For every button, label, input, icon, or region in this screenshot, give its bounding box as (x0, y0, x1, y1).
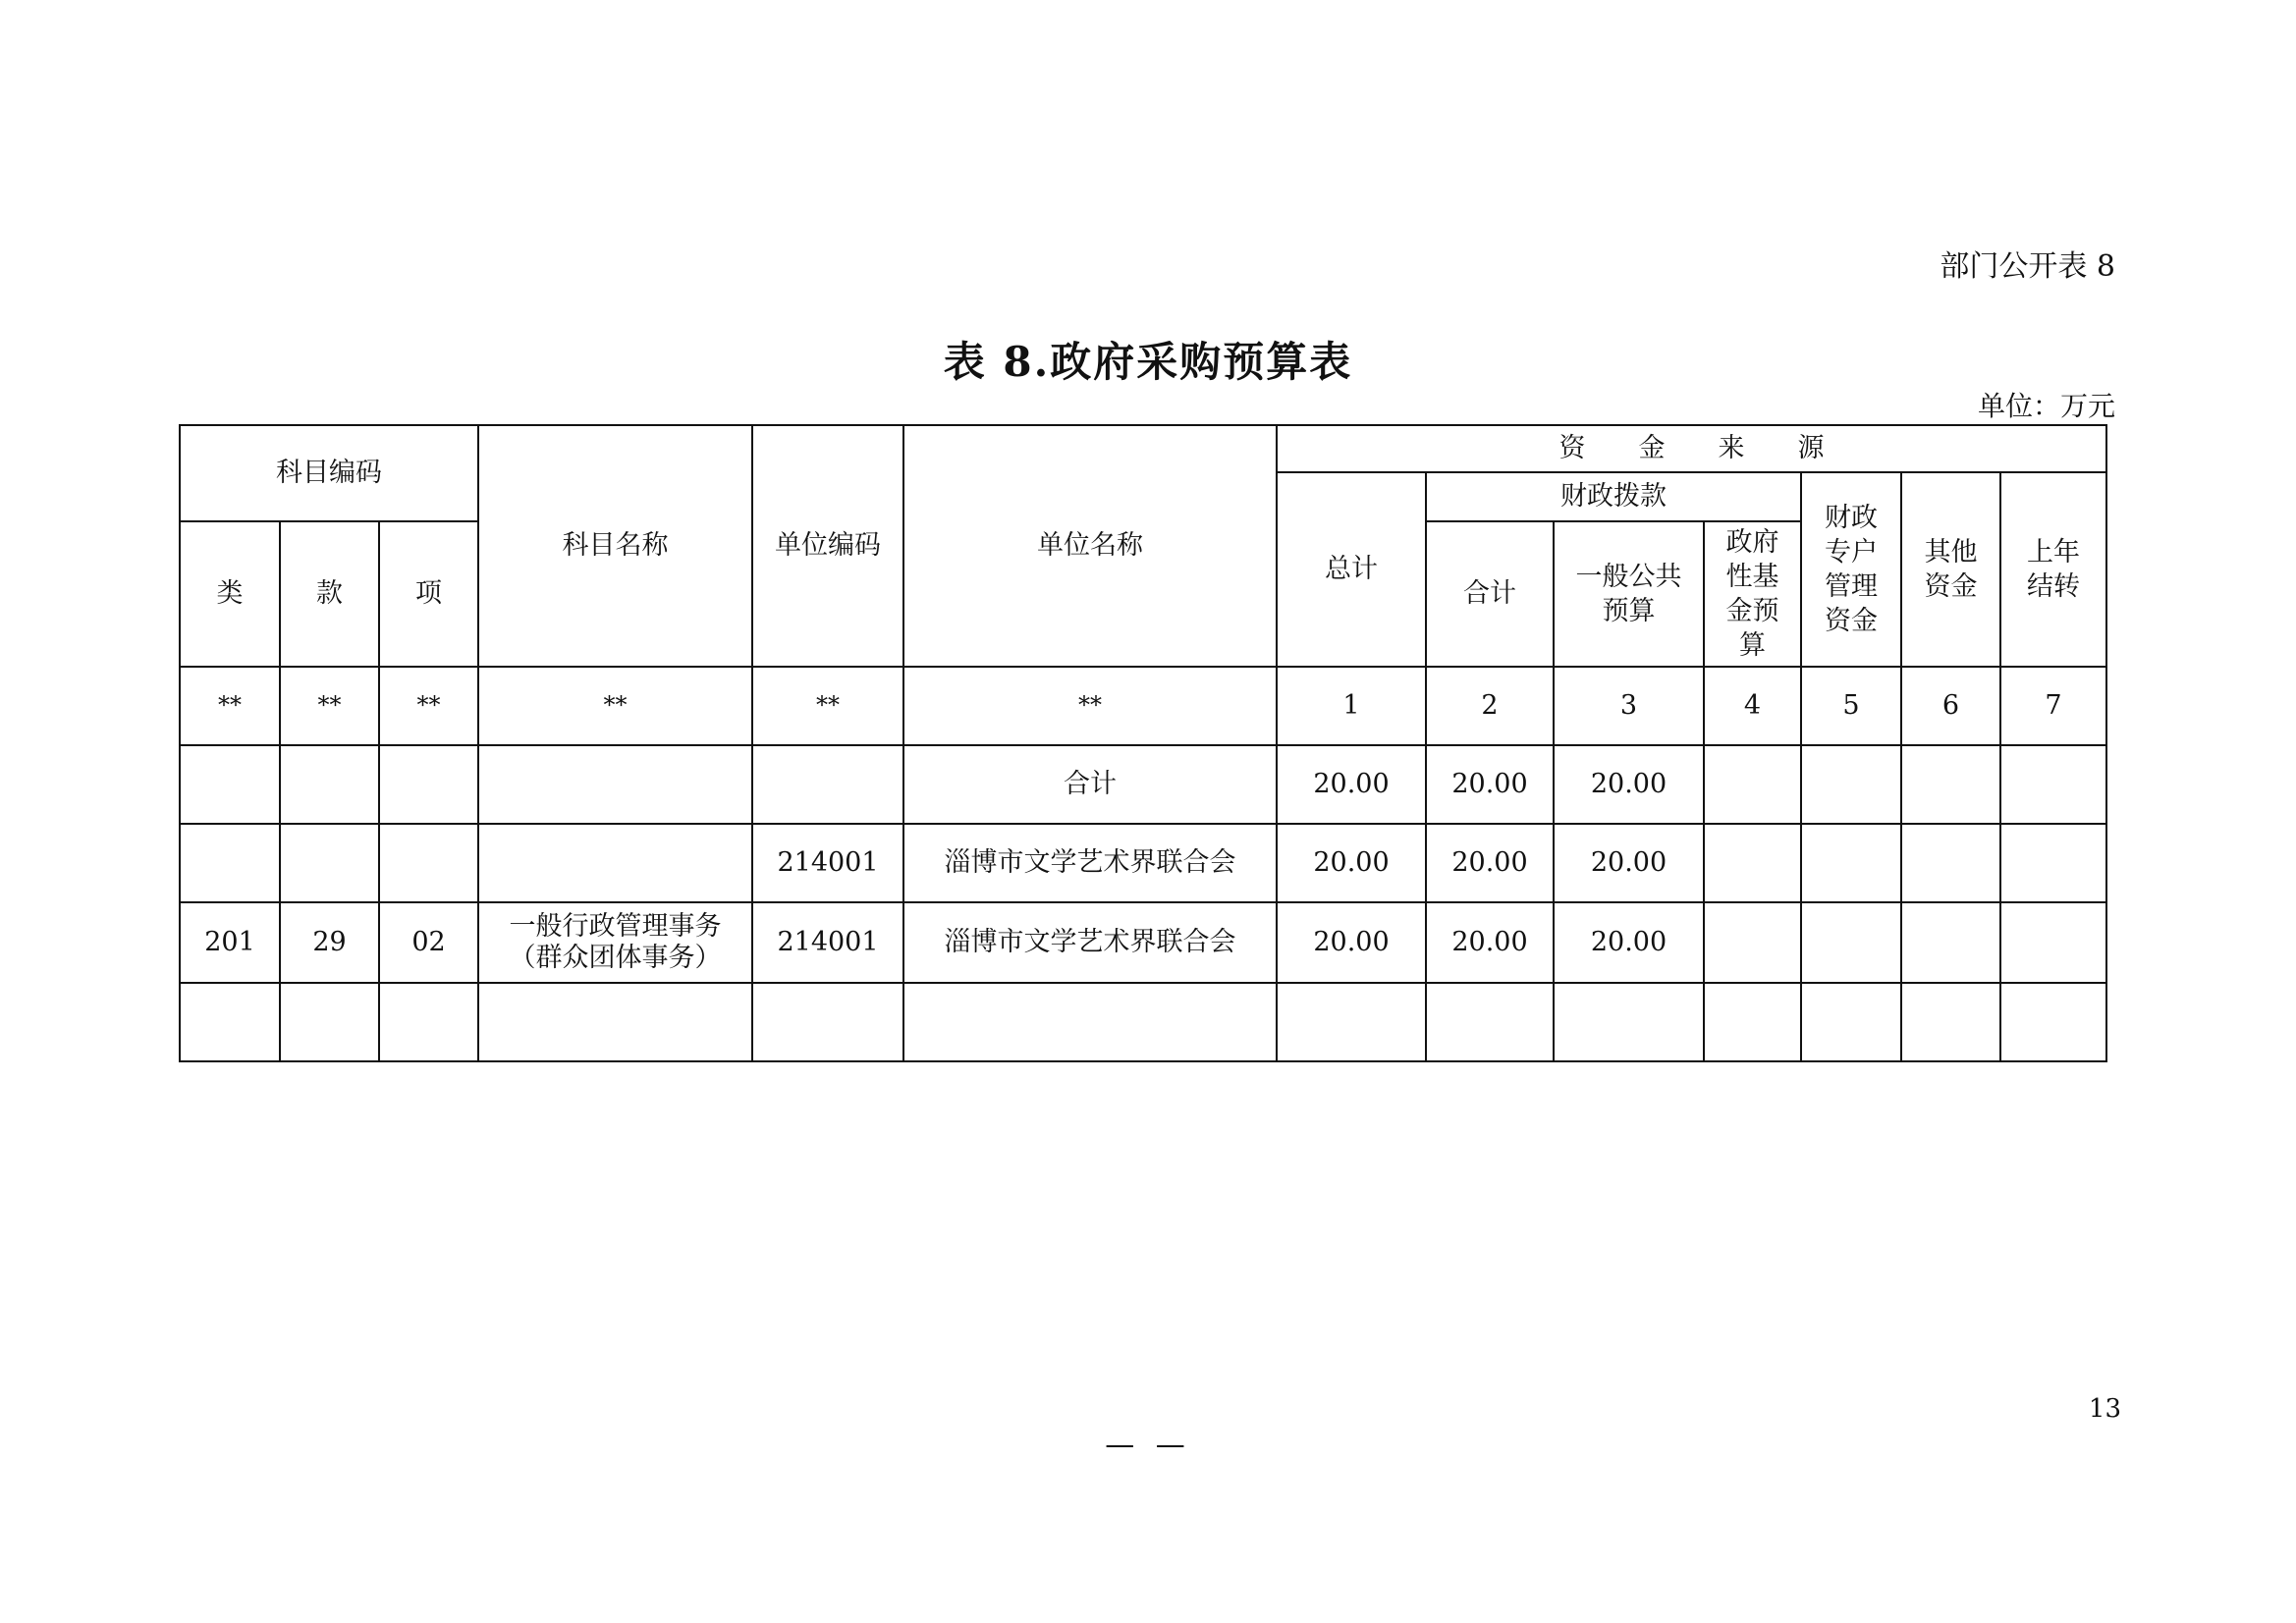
cell-xiang (379, 824, 478, 902)
cell-general-budget: 20.00 (1554, 745, 1704, 824)
header-general-budget: 一般公共 预算 (1554, 521, 1704, 667)
page-number: 13 (2088, 1394, 2121, 1424)
cell-xiang: 02 (379, 902, 478, 983)
header-xiang: 项 (379, 521, 478, 667)
header-lei: 类 (180, 521, 280, 667)
cell-carryover (2000, 824, 2106, 902)
header-gov-fund: 政府 性基 金预 算 (1704, 521, 1801, 667)
index-cell: 7 (2000, 667, 2106, 745)
index-cell: 4 (1704, 667, 1801, 745)
cell-xiang (379, 745, 478, 824)
index-cell: ** (903, 667, 1277, 745)
index-cell: 2 (1426, 667, 1554, 745)
cell-lei (180, 983, 280, 1061)
procurement-budget-table (179, 424, 2107, 1062)
cell-fiscal-sum: 20.00 (1426, 902, 1554, 983)
header-carryover: 上年 结转 (2000, 472, 2106, 667)
header-kuan: 款 (280, 521, 379, 667)
header-subject-name: 科目名称 (478, 425, 752, 667)
cell-total: 20.00 (1277, 745, 1426, 824)
cell-gov-fund (1704, 902, 1801, 983)
cell-total: 20.00 (1277, 824, 1426, 902)
cell-general-budget (1554, 983, 1704, 1061)
cell-kuan (280, 745, 379, 824)
header-unit-code: 单位编码 (752, 425, 903, 667)
cell-subject-name (478, 824, 752, 902)
cell-special-fund (1801, 983, 1901, 1061)
table-row (180, 902, 2106, 983)
form-reference: 部门公开表 8 (1940, 249, 2115, 284)
cell-unit-name: 淄博市文学艺术界联合会 (903, 902, 1277, 983)
table-row (180, 824, 2106, 902)
cell-lei (180, 745, 280, 824)
index-cell: ** (280, 667, 379, 745)
cell-fiscal-sum (1426, 983, 1554, 1061)
cell-kuan (280, 983, 379, 1061)
header-fiscal: 财政拨款 (1426, 472, 1801, 521)
cell-gov-fund (1704, 745, 1801, 824)
page-footer-dash: — — (1105, 1428, 1191, 1462)
cell-fiscal-sum: 20.00 (1426, 745, 1554, 824)
header-special-fund: 财政 专户 管理 资金 (1801, 472, 1901, 667)
cell-special-fund (1801, 902, 1901, 983)
cell-other-fund (1901, 902, 2000, 983)
cell-subject-name (478, 745, 752, 824)
cell-other-fund (1901, 824, 2000, 902)
cell-unit-name: 淄博市文学艺术界联合会 (903, 824, 1277, 902)
index-cell: ** (379, 667, 478, 745)
header-unit-name: 单位名称 (903, 425, 1277, 667)
cell-lei (180, 824, 280, 902)
cell-unit-code: 214001 (752, 824, 903, 902)
cell-general-budget: 20.00 (1554, 824, 1704, 902)
cell-general-budget: 20.00 (1554, 902, 1704, 983)
header-total: 总计 (1277, 472, 1426, 667)
index-cell: ** (180, 667, 280, 745)
index-row (180, 667, 2106, 745)
cell-unit-name: 合计 (903, 745, 1277, 824)
index-cell: ** (478, 667, 752, 745)
cell-kuan (280, 824, 379, 902)
header-fund-source: 资 金 来 源 (1277, 425, 2106, 472)
page-title: 表 8.政府采购预算表 (943, 338, 1353, 386)
cell-special-fund (1801, 745, 1901, 824)
index-cell: 3 (1554, 667, 1704, 745)
cell-unit-code: 214001 (752, 902, 903, 983)
index-cell: ** (752, 667, 903, 745)
cell-lei: 201 (180, 902, 280, 983)
cell-special-fund (1801, 824, 1901, 902)
cell-carryover (2000, 902, 2106, 983)
cell-kuan: 29 (280, 902, 379, 983)
index-cell: 6 (1901, 667, 2000, 745)
cell-total (1277, 983, 1426, 1061)
header-subject-code: 科目编码 (180, 425, 478, 521)
cell-fiscal-sum: 20.00 (1426, 824, 1554, 902)
index-cell: 1 (1277, 667, 1426, 745)
cell-other-fund (1901, 745, 2000, 824)
cell-carryover (2000, 983, 2106, 1061)
cell-other-fund (1901, 983, 2000, 1061)
unit-label: 单位：万元 (1977, 390, 2115, 422)
cell-unit-code (752, 983, 903, 1061)
cell-subject-name: 一般行政管理事务 （群众团体事务） (478, 902, 752, 983)
table-row (180, 983, 2106, 1061)
header-other-fund: 其他 资金 (1901, 472, 2000, 667)
cell-subject-name (478, 983, 752, 1061)
header-fiscal-sum: 合计 (1426, 521, 1554, 667)
cell-gov-fund (1704, 824, 1801, 902)
cell-xiang (379, 983, 478, 1061)
cell-unit-name (903, 983, 1277, 1061)
cell-gov-fund (1704, 983, 1801, 1061)
table-row (180, 745, 2106, 824)
cell-carryover (2000, 745, 2106, 824)
index-cell: 5 (1801, 667, 1901, 745)
cell-total: 20.00 (1277, 902, 1426, 983)
cell-unit-code (752, 745, 903, 824)
